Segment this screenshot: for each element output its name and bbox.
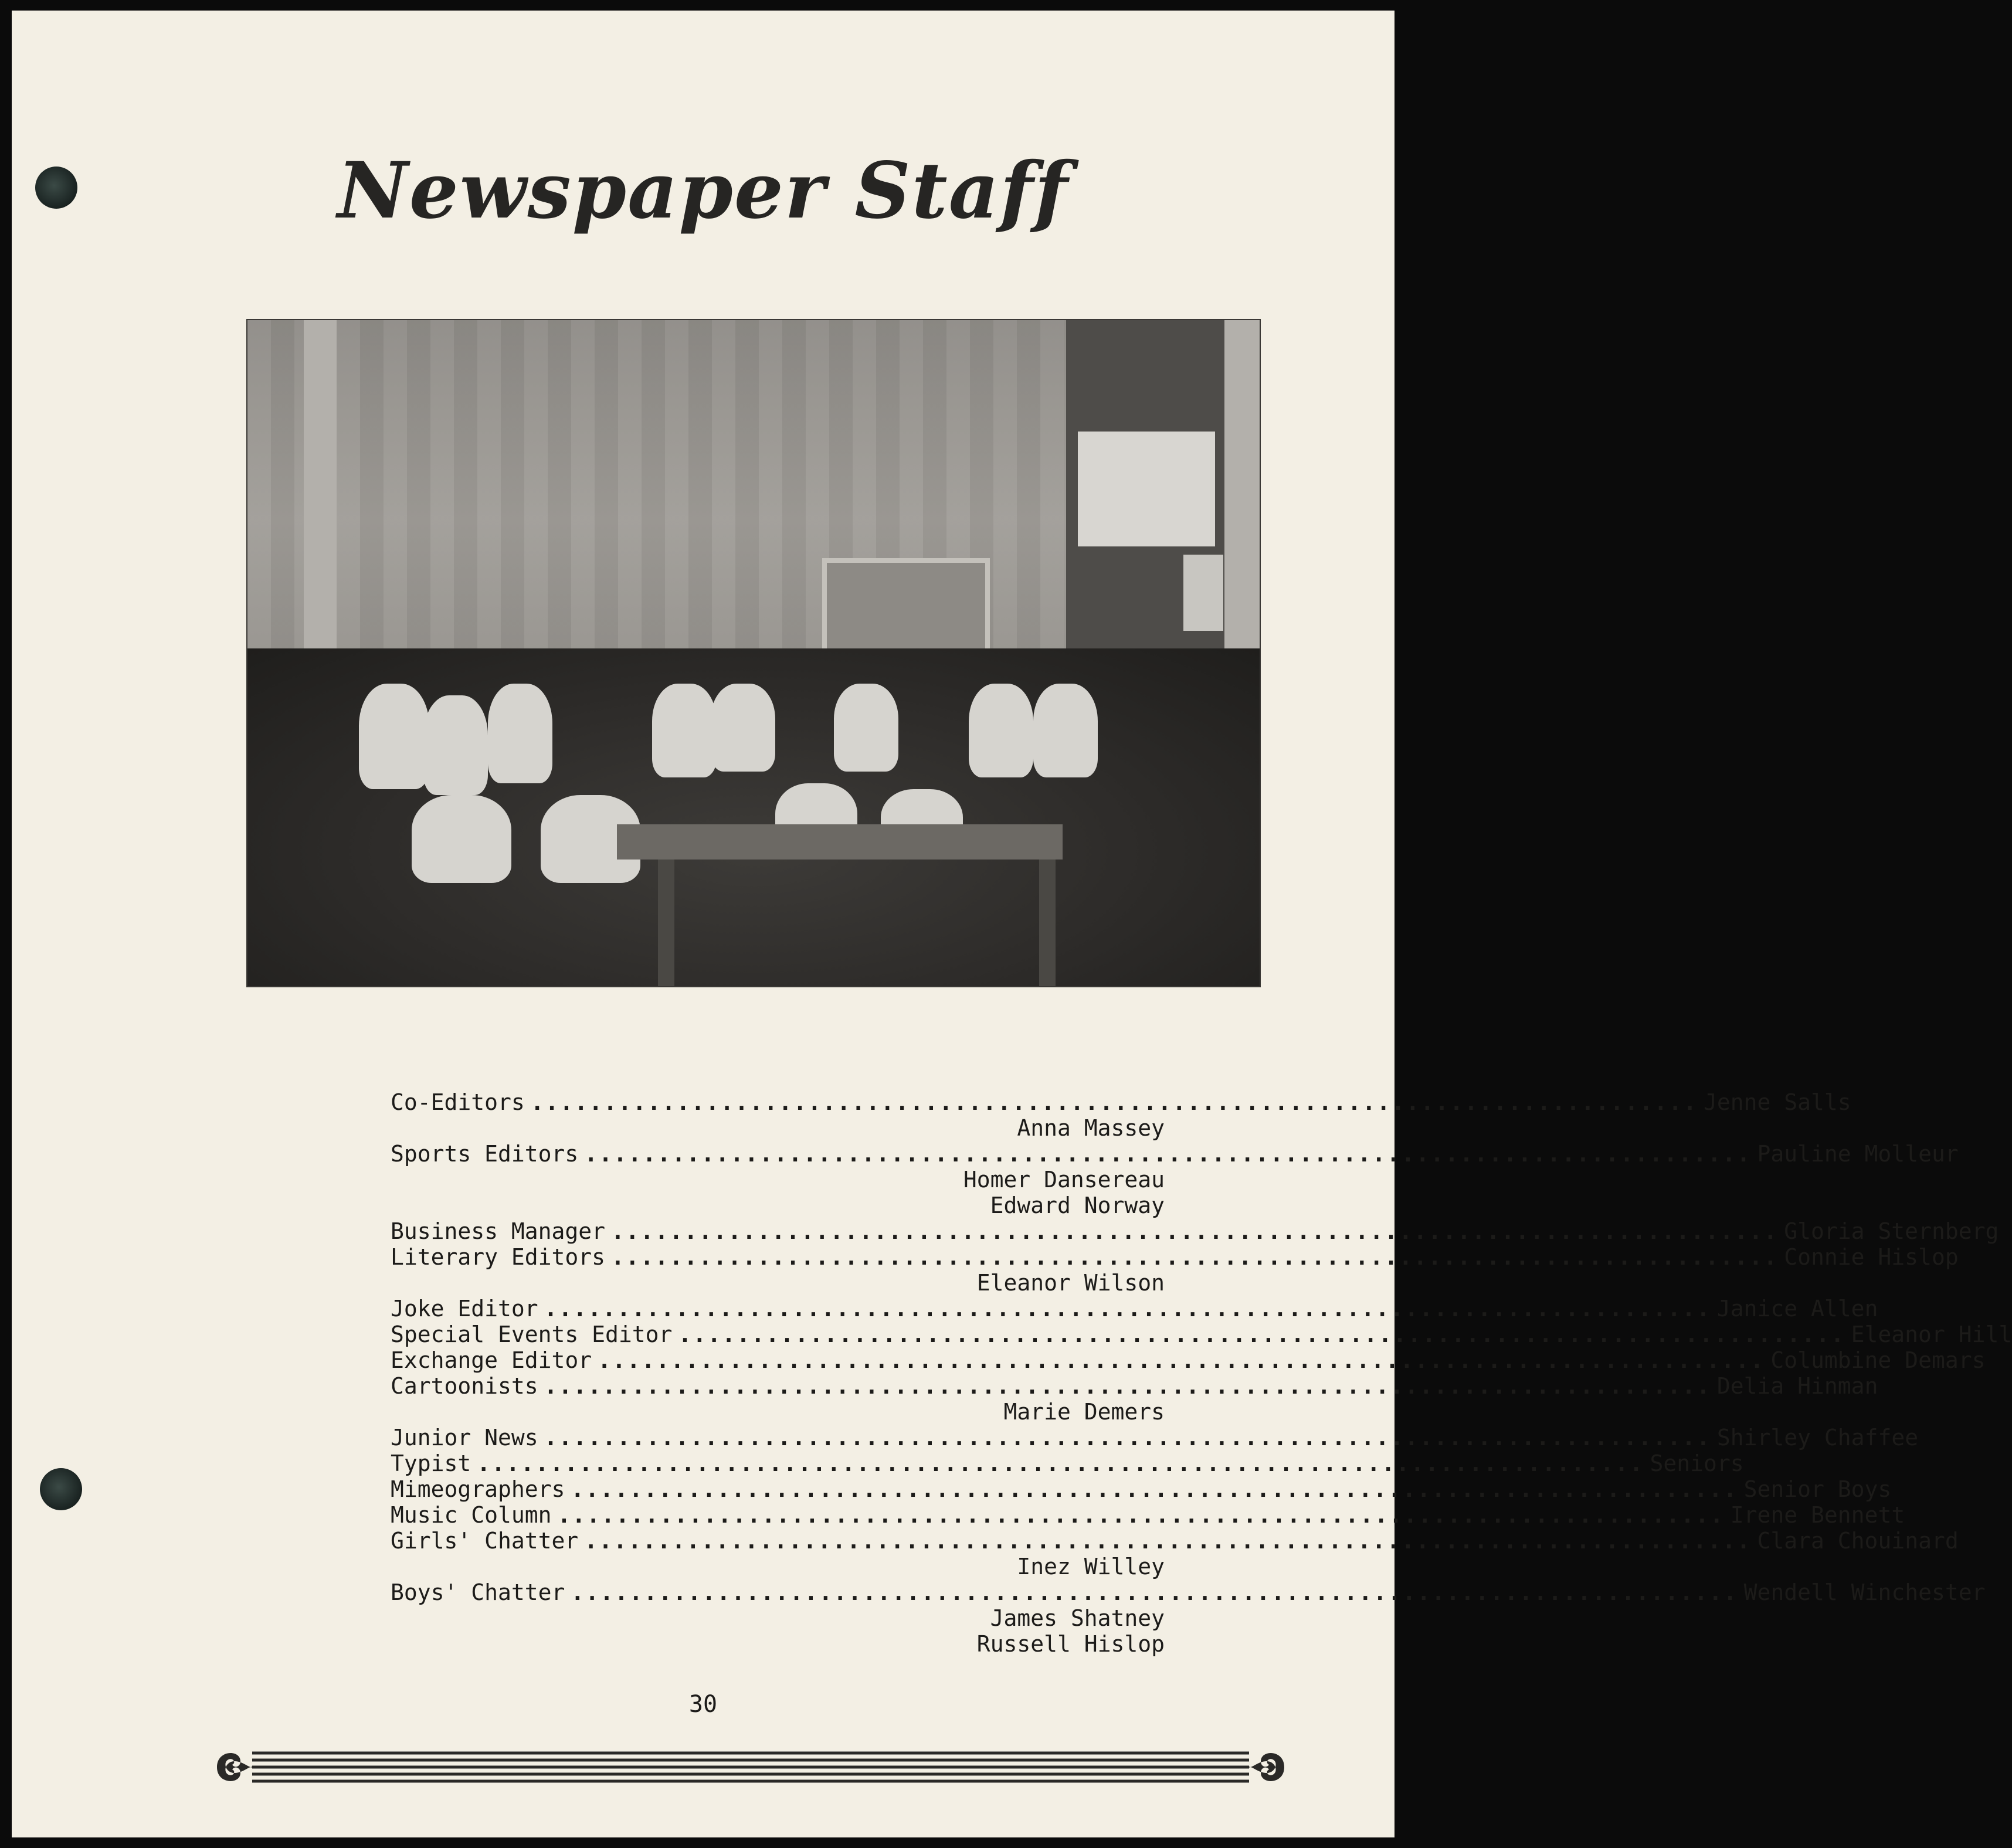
bulletin-notice (1078, 432, 1215, 546)
roster-leader-dots: ................................................................................ (584, 1141, 1752, 1167)
roster-row (391, 1528, 1959, 1554)
roster-name: Homer Dansereau (963, 1167, 1165, 1193)
roster-row-continuation (391, 1167, 1165, 1193)
roster-role: Joke Editor (391, 1296, 538, 1322)
roster-role: Exchange Editor (391, 1347, 592, 1373)
roster-role: Special Events Editor (391, 1322, 673, 1347)
roster-leader-dots: ................................................................................ (557, 1502, 1725, 1528)
roster-name: Shirley Chaffee (1716, 1425, 1919, 1450)
roster-name: Clara Chouinard (1757, 1528, 1959, 1554)
roster-role: Cartoonists (391, 1373, 538, 1399)
roster-leader-dots: ................................................................................ (598, 1347, 1765, 1373)
student-figure (359, 684, 429, 789)
roster-leader-dots: ................................................................................ (678, 1322, 1845, 1347)
roster-row-continuation (391, 1193, 1165, 1218)
roster-role: Co-Editors (391, 1089, 525, 1115)
table-leg (658, 860, 674, 986)
roster-leader-dots: ................................................................................ (611, 1244, 1779, 1270)
roster-name: Eleanor Hill (1851, 1322, 2012, 1347)
roster-row (391, 1425, 1919, 1450)
student-figure (423, 695, 488, 795)
roster-name: Marie Demers (1003, 1399, 1165, 1425)
roster-role: Typist (391, 1450, 471, 1476)
roster-row (391, 1296, 1878, 1322)
student-figure (711, 684, 775, 772)
student-figure (1033, 684, 1098, 777)
roster-row-continuation (391, 1631, 1165, 1657)
roster-leader-dots: ................................................................................ (544, 1296, 1711, 1322)
roster-name: Janice Allen (1716, 1296, 1878, 1322)
roster-role: Business Manager (391, 1218, 606, 1244)
roster-leader-dots: ................................................................................ (571, 1579, 1738, 1605)
roster-role: Junior News (391, 1425, 538, 1450)
roster-role: Boys' Chatter (391, 1579, 565, 1605)
roster-role: Girls' Chatter (391, 1528, 579, 1554)
roster-name: James Shatney (990, 1605, 1165, 1631)
roster-leader-dots: ................................................................................ (611, 1218, 1779, 1244)
roster-leader-dots: ................................................................................ (571, 1476, 1738, 1502)
roster-name: Eleanor Wilson (976, 1270, 1165, 1296)
roster-name: Inez Willey (1017, 1554, 1165, 1579)
punch-hole-bottom (40, 1468, 82, 1510)
wall-calendar (1183, 555, 1223, 631)
student-figure (834, 684, 898, 772)
roster-leader-dots: ................................................................................ (544, 1425, 1711, 1450)
roster-row (391, 1347, 1986, 1373)
roster-leader-dots: ................................................................................ (477, 1450, 1644, 1476)
roster-role: Sports Editors (391, 1141, 579, 1167)
roster-name: Russell Hislop (976, 1631, 1165, 1657)
roster-row (391, 1141, 1959, 1167)
page-title: Newspaper Staff (337, 145, 1069, 236)
roster-row-continuation (391, 1605, 1165, 1631)
roster-row (391, 1244, 1959, 1270)
student-figure (488, 684, 552, 783)
staff-roster (391, 1089, 2012, 1657)
roster-role: Mimeographers (391, 1476, 565, 1502)
wall-panel-left (247, 320, 306, 672)
student-figure (969, 684, 1033, 777)
roster-role: Literary Editors (391, 1244, 606, 1270)
roster-leader-dots: ................................................................................ (530, 1089, 1698, 1115)
roster-name: Delia Hinman (1716, 1373, 1878, 1399)
roster-row-continuation (391, 1115, 1165, 1141)
roster-row (391, 1476, 1892, 1502)
roster-leader-dots: ................................................................................ (584, 1528, 1752, 1554)
roster-name: Jenne Salls (1704, 1089, 1851, 1115)
roster-row (391, 1089, 1851, 1115)
roster-name: Gloria Sternberg (1784, 1218, 1999, 1244)
staff-group-photo (246, 319, 1261, 987)
work-table (617, 824, 1063, 860)
roster-row (391, 1322, 2012, 1347)
roster-name: Seniors (1650, 1450, 1744, 1476)
roster-row-continuation (391, 1270, 1165, 1296)
student-figure (652, 684, 717, 777)
yearbook-page (12, 11, 2012, 1837)
roster-name: Columbine Demars (1770, 1347, 1986, 1373)
roster-row (391, 1218, 1999, 1244)
roster-name: Pauline Molleur (1757, 1141, 1959, 1167)
roster-row-continuation (391, 1554, 1165, 1579)
roster-row (391, 1373, 1878, 1399)
page-number: 30 (688, 1691, 718, 1718)
roster-name: Connie Hislop (1784, 1244, 1959, 1270)
roster-name: Irene Bennett (1730, 1502, 1905, 1528)
roster-name: Edward Norway (990, 1193, 1165, 1218)
roster-leader-dots: ................................................................................ (544, 1373, 1711, 1399)
roster-name: Wendell Winchester (1743, 1579, 1986, 1605)
roster-role: Music Column (391, 1502, 552, 1528)
roster-row-continuation (391, 1399, 1165, 1425)
table-leg (1039, 860, 1056, 986)
student-figure (412, 795, 511, 883)
roster-name: Senior Boys (1743, 1476, 1892, 1502)
roster-row (391, 1579, 1986, 1605)
roster-name: Anna Massey (1017, 1115, 1165, 1141)
roster-row (391, 1450, 1744, 1476)
decorative-border-ornament (211, 1744, 1290, 1791)
roster-row (391, 1502, 1905, 1528)
